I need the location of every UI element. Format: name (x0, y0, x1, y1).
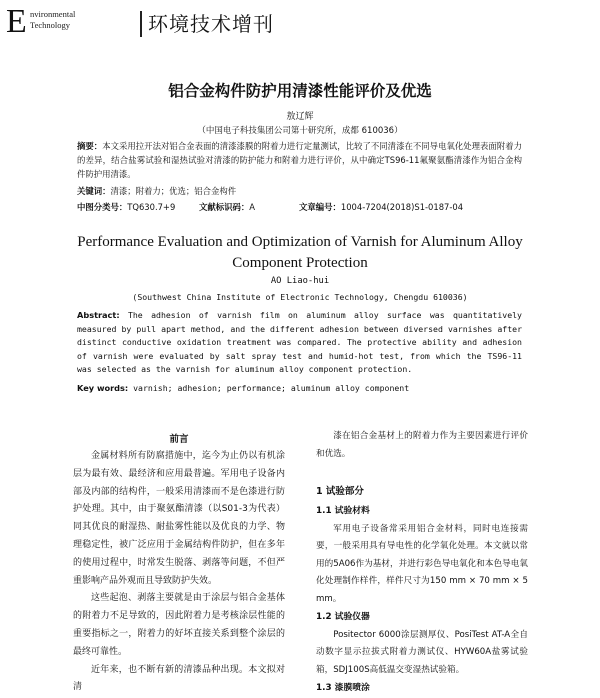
cn-author: 敖辽辉 (286, 112, 314, 122)
section-1-1-heading: 1.1 试验材料 (316, 505, 370, 516)
cn-abstract (77, 139, 522, 181)
section-1-1-text: 军用电子设备常采用铝合金材料，同时电连接需要，一般采用具有导电性的化学氧化处理。本文就以常用的5A06作为基材，并进行彩色导电氧化和本色导电氧化处理制作样件，样件尺寸为150 mm × 70 mm × 5 mm。 (316, 523, 528, 604)
journal-logo-letter: E (6, 3, 27, 40)
header-divider (140, 11, 142, 37)
doc-code-value: A (249, 202, 255, 212)
cn-keywords (77, 184, 522, 198)
cn-abstract-text: 本文采用拉开法对铝合金表面的清漆漆膜的附着力进行定量测试，比较了不同清漆在不同导电氧化处理表面附着力的差异，结合盐雾试验和湿热试验对清漆的防护能力和附着力进行评价，从中确定TS96-11氟聚氨酯清漆作为铝合金构件防护用清漆。 (77, 141, 523, 179)
right-column (316, 428, 528, 698)
section-1-3-heading: 1.3 漆膜喷涂 (316, 683, 370, 694)
section-1-2-text: Positector 6000涂层测厚仪、PosiTest AT-A全自动数字显示拉拔式附着力测试仪、HYW60A盐雾试验箱，SDJ100S高低温交变湿热试验箱。 (316, 629, 528, 675)
en-keywords-label: Key words: (77, 383, 129, 393)
right-paragraph-0: 漆在铝合金基材上的附着力作为主要因素进行评价和优选。 (316, 431, 528, 459)
cn-classification-line (77, 200, 522, 214)
en-keywords (77, 383, 522, 393)
left-paragraph-1: 金属材料所有防腐措施中，迄今为止仍以有机涂层为最有效、最经济和应用最普遍。军用电子设备内部及内部的结构件，一般采用清漆而不是色漆进行防护处理。其中，由于聚氨酯清漆（以S01-3为代表）同其优良的耐湿热、耐盐雾性能以及优良的力学、物理稳定性，被广泛应用于金属结构件防护，但在多年的使用过程中，时常发生脱落、剥落等问题，不但严重影响产品外观而且导致防护失效。 (73, 451, 285, 586)
cn-keywords-text: 清漆；附着力；优选；铝合金构件 (110, 186, 237, 196)
cn-paper-title: 铝合金构件防护用清漆性能评价及优选 (168, 82, 432, 100)
article-no-label: 文章编号： (299, 202, 341, 212)
en-abstract (77, 309, 522, 377)
doc-code-label: 文献标识码： (199, 202, 250, 212)
journal-name: 环境技术增刊 (148, 12, 274, 36)
cn-abstract-label: 摘要： (77, 141, 103, 151)
cn-keywords-label: 关键词： (77, 186, 111, 196)
logo-line-2: Technology (30, 20, 71, 30)
en-paper-title: Performance Evaluation and Optimization of Varnish for Aluminum Alloy Component Protection (77, 234, 523, 271)
en-affiliation: (Southwest China Institute of Electronic Technology, Chengdu 610036) (132, 292, 468, 302)
section-1-heading: 1 试验部分 (316, 486, 364, 497)
en-keywords-text: varnish; adhesion; performance; aluminum alloy component (128, 383, 410, 393)
left-column (73, 448, 285, 697)
journal-logo-words (30, 9, 75, 31)
clc-label: 中图分类号： (77, 202, 128, 212)
section-1-2-heading: 1.2 试验仪器 (316, 612, 370, 623)
en-abstract-text: The adhesion of varnish film on aluminum alloy surface was quantitatively measured by pull apart method, and the different adhesion between diversed varnishes after distinct conductive oxidation treatment was compared. The protective ability and adhesion of varnish were evaluated by salt spray test and humid-hot test, from which the TS96-11 was selected as the varnish for aluminum alloy component protection. (77, 310, 522, 375)
foreword-heading: 前言 (169, 434, 189, 445)
cn-affiliation: （中国电子科技集团公司第十研究所，成都 610036） (197, 126, 403, 136)
en-author: AO Liao-hui (270, 276, 330, 286)
article-no-value: 1004-7204(2018)S1-0187-04 (340, 202, 464, 212)
en-abstract-label: Abstract: (77, 310, 120, 320)
clc-value: TQ630.7+9 (127, 202, 176, 212)
logo-line-1: nvironmental (30, 9, 76, 19)
left-paragraph-2: 这些起泡、剥落主要就是由于涂层与铝合金基体的附着力不足导致的，因此附着力是考核涂层性能的重要指标之一，附着力的好坏直接关系到整个涂层的最终可靠性。 (73, 593, 285, 657)
left-paragraph-3: 近年来，也不断有新的清漆品种出现。本文拟对清 (73, 664, 285, 693)
